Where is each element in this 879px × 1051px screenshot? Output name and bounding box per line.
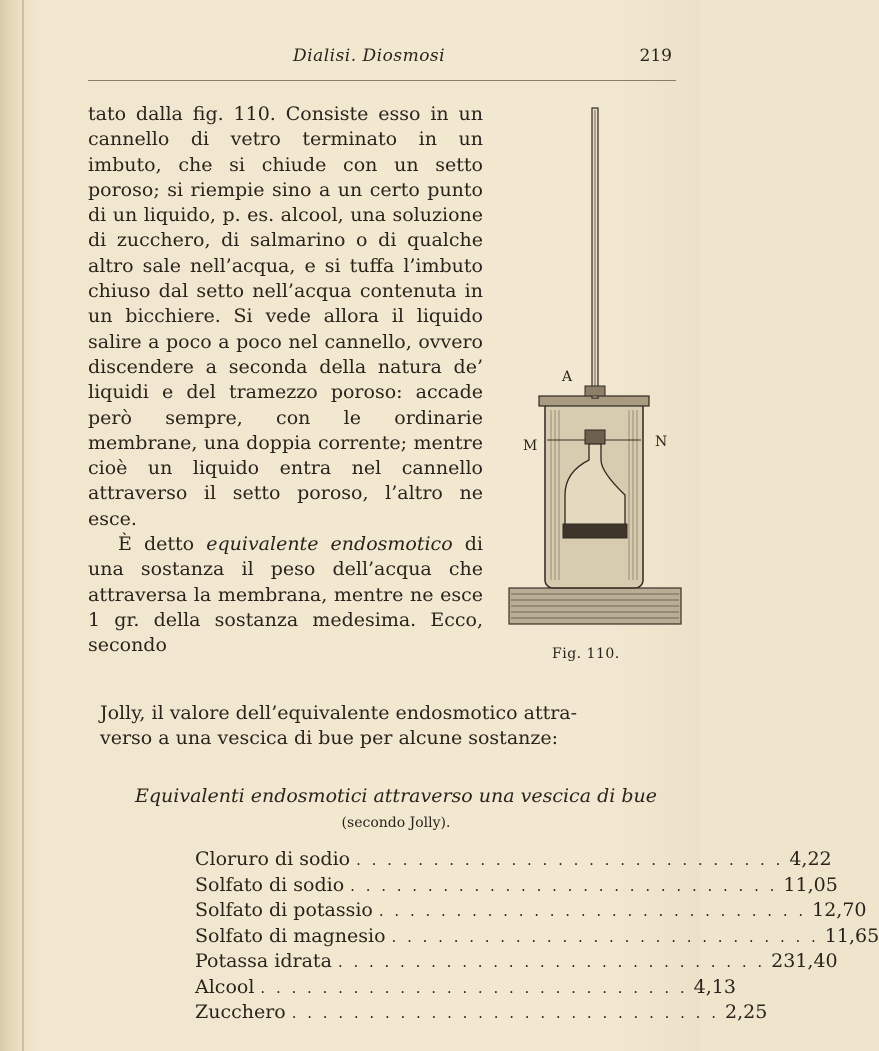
table-row xyxy=(195,1001,768,1027)
page-number: 219 xyxy=(639,46,672,66)
table-row xyxy=(195,924,879,951)
leader-dots: . . . . . . . . . . . . . . . . . . . . . . . . . . . . xyxy=(350,876,778,895)
equivalent-value: 12,70 xyxy=(812,899,867,921)
equivalent-value: 2,25 xyxy=(724,1001,768,1023)
leader-dots: . . . . . . . . . . . . . . . . . . . . . . . . . . . . xyxy=(260,978,688,997)
defined-term: equivalente endosmotico xyxy=(206,533,453,556)
equivalent-value: 231,40 xyxy=(771,950,838,972)
paragraph-2-rest: di una sostanza il peso dell’acqua che attraversa la membrana, mentre ne esce 1 gr. della sostanza medesima. Ecco, secondo xyxy=(88,533,483,657)
table-row xyxy=(195,950,838,976)
substance-name: Zucchero xyxy=(195,1001,286,1023)
body-text-column xyxy=(88,102,483,659)
label-m: M xyxy=(523,438,538,454)
leader-dots: . . . . . . . . . . . . . . . . . . . . . . . . . . . . xyxy=(391,927,819,946)
stopper xyxy=(585,430,605,444)
substance-name: Solfato di magnesio xyxy=(195,924,386,947)
equivalent-value: 4,22 xyxy=(789,848,832,870)
label-n: N xyxy=(655,434,668,450)
leader-dots: . . . . . . . . . . . . . . . . . . . . . . . . . . . . xyxy=(291,1004,719,1022)
tube-collar xyxy=(585,386,605,396)
page-header xyxy=(88,44,676,81)
figure-110 xyxy=(505,100,685,640)
table-row xyxy=(195,975,736,1002)
paragraph-1: tato dalla fig. 110. Consiste esso in un cannello di vetro terminato in un imbuto, che si chiude con un setto poroso; si riempie sino a un certo punto di un liquido, p. es. alcool, una soluzione di zucchero, di salmarino o di qualche altro sale nell’acqua, e si tuffa l’imbuto chiuso dal setto nell’acqua contenuta in un bicchiere. Si vede allora il liquido salire a poco a poco nel cannello, ovvero discendere a seconda della natura de’ liquidi e del tramezzo poroso: accade però sempre, con le ordinarie membrane, una doppia corrente; mentre cioè un liquido entra nel cannello attraverso il setto poroso, l’altro ne esce. xyxy=(88,103,483,530)
paragraph-2-start: È detto xyxy=(118,533,207,556)
body-full-line-1: Jolly, il valore dell’equivalente endosmotico attra- xyxy=(100,702,578,724)
running-title: Dialisi. Diosmosi xyxy=(293,46,446,66)
table-row xyxy=(195,873,838,900)
equivalents-table xyxy=(195,848,879,1027)
gutter-line xyxy=(22,0,24,1051)
substance-name: Alcool xyxy=(195,975,255,998)
osmometer-illustration xyxy=(505,100,685,640)
leader-dots: . . . . . . . . . . . . . . . . . . . . . . . . . . . . xyxy=(378,902,807,920)
label-a: A xyxy=(562,369,573,385)
substance-name: Potassa idrata xyxy=(195,950,332,972)
figure-caption: Fig. 110. xyxy=(552,646,620,662)
table-title: Equivalenti endosmotici attraverso una vescica di bue xyxy=(135,785,657,807)
paragraph-2 xyxy=(88,532,483,658)
table-row xyxy=(195,848,832,874)
substance-name: Solfato di sodio xyxy=(195,873,345,896)
substance-name: Solfato di potassio xyxy=(195,899,373,921)
equivalent-value: 11,65 xyxy=(824,924,879,947)
equivalent-value: 11,05 xyxy=(783,873,838,896)
table-subtitle: (secondo Jolly). xyxy=(341,815,451,831)
table-row xyxy=(195,899,867,925)
equivalent-value: 4,13 xyxy=(693,975,736,998)
body-full-line-2: verso a una vescica di bue per alcune sostanze: xyxy=(100,727,559,749)
substance-name: Cloruro di sodio xyxy=(195,848,351,870)
porous-septum xyxy=(563,524,627,538)
leader-dots: . . . . . . . . . . . . . . . . . . . . . . . . . . . . xyxy=(337,953,766,971)
leader-dots: . . . . . . . . . . . . . . . . . . . . . . . . . . . . xyxy=(356,851,784,869)
